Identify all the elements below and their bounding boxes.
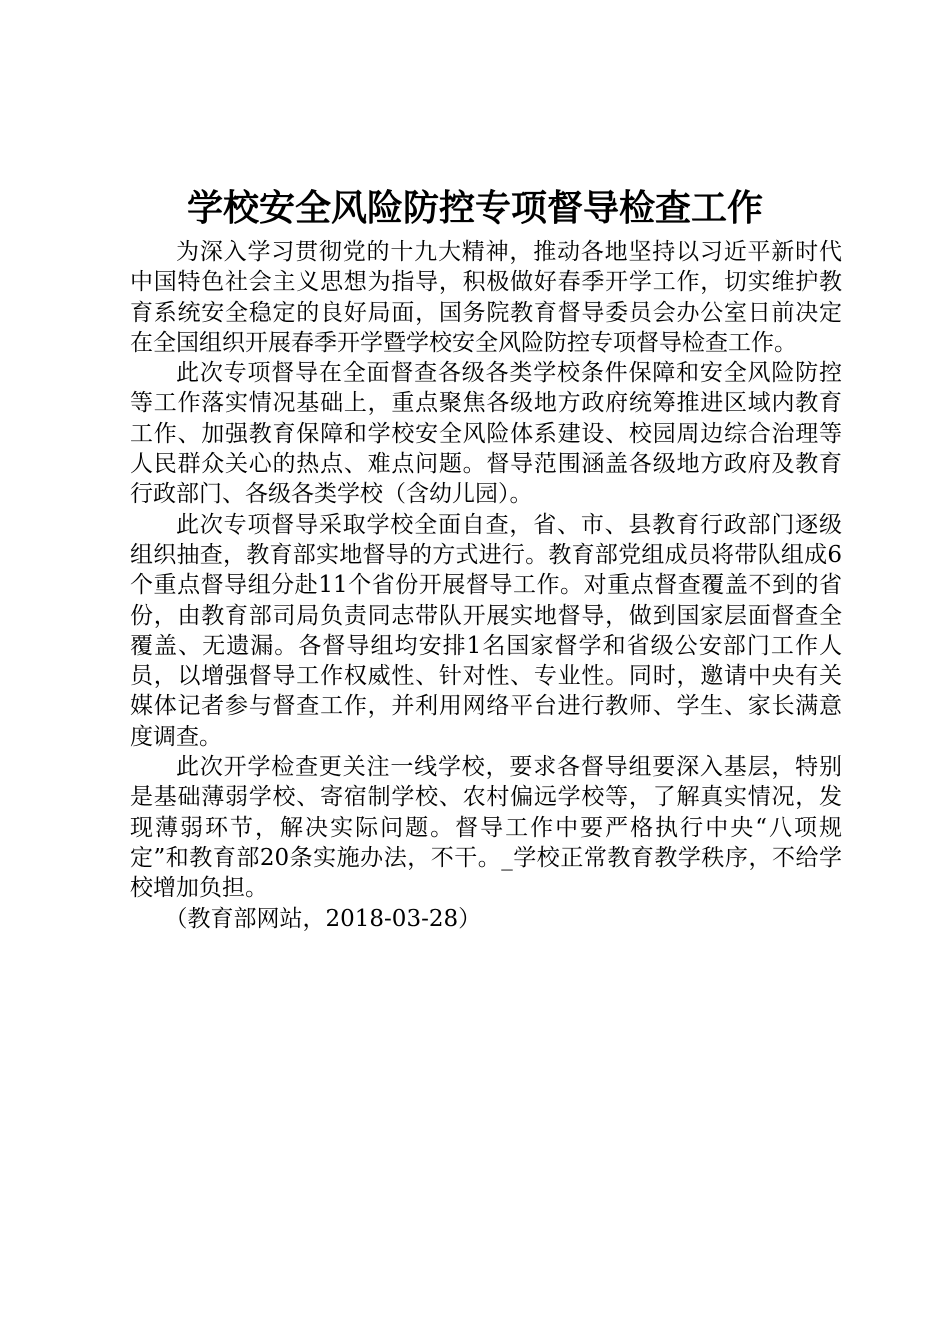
document-title: 学校安全风险防控专项督导检查工作: [186, 187, 763, 229]
source-line: （教育部网站，2018-03-28）: [164, 905, 482, 932]
paragraph-1: 为深入学习贯彻党的十九大精神，推动各地坚持以习近平新时代中国特色社会主义思想为指导，积极做好春季开学工作，切实维护教育系统安全稳定的良好局面，国务院教育督导委员会办公室日前决定在全国组织开展春季开学暨学校安全风险防控专项督导检查工作。: [130, 239, 842, 356]
paragraph-4: 此次开学检查更关注一线学校，要求各督导组要深入基层，特别是基础薄弱学校、寄宿制学校、农村偏远学校等，了解真实情况，发现薄弱环节，解决实际问题。督导工作中要严格执行中央“八项规定”和教育部20条实施办法，不干。_学校正常教育教学秩序，不给学校增加负担。: [130, 754, 842, 902]
paragraph-2: 此次专项督导在全面督查各级各类学校条件保障和安全风险防控等工作落实情况基础上，重点聚焦各级地方政府统筹推进区域内教育工作、加强教育保障和学校安全风险体系建设、校园周边综合治理等人民群众关心的热点、难点问题。督导范围涵盖各级地方政府及教育行政部门、各级各类学校（含幼儿园）。: [130, 360, 842, 508]
paragraph-3: 此次专项督导采取学校全面自查，省、市、县教育行政部门逐级组织抽查，教育部实地督导的方式进行。教育部党组成员将带队组成6个重点督导组分赴11个省份开展督导工作。对重点督查覆盖不到的省份，由教育部司局负责同志带队开展实地督导，做到国家层面督查全覆盖、无遗漏。各督导组均安排1名国家督学和省级公安部门工作人员，以增强督导工作权威性、针对性、专业性。同时，邀请中央有关媒体记者参与督查工作，并利用网络平台进行教师、学生、家长满意度调查。: [130, 511, 842, 750]
document-body: [130, 237, 842, 934]
